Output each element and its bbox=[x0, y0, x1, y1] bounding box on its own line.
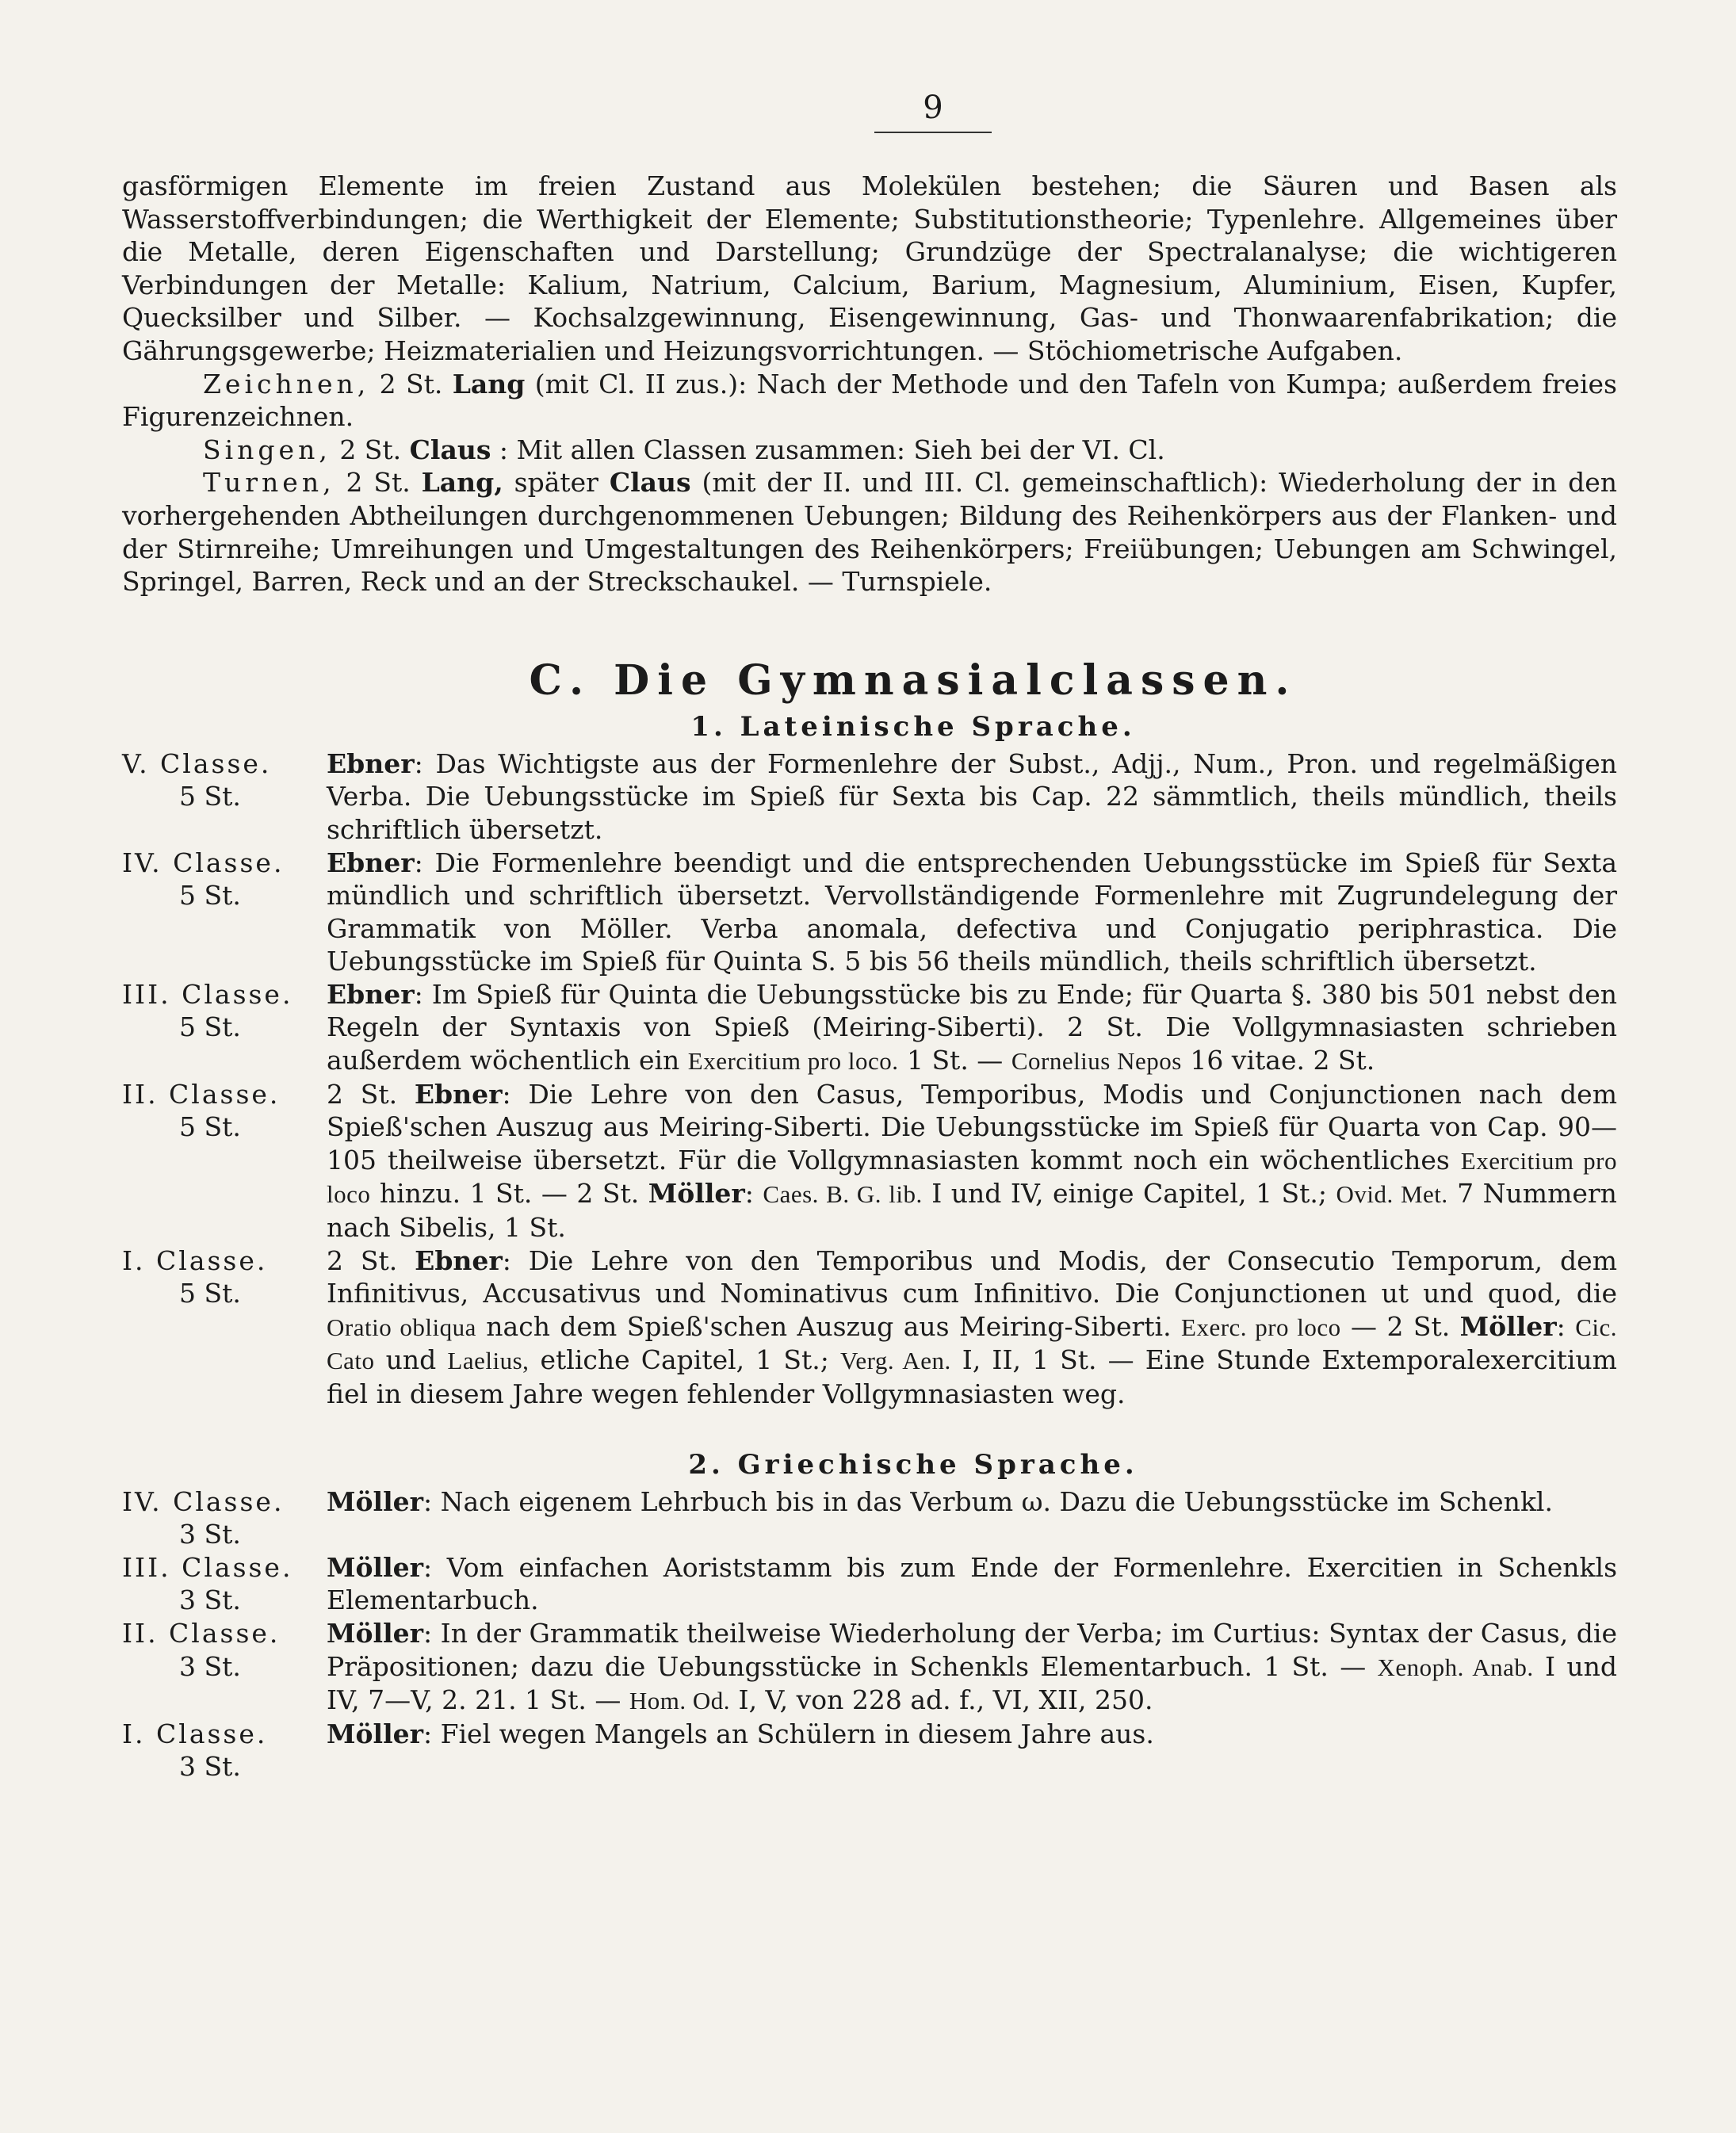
latin-class-ii bbox=[122, 1078, 1617, 1244]
greek-title: 2. Griechische Sprache. bbox=[688, 1448, 1138, 1481]
teacher-name: Ebner bbox=[327, 747, 415, 779]
class-label: III. Classe. bbox=[122, 1551, 293, 1583]
description-text: — 2 St. bbox=[1351, 1310, 1451, 1342]
description-text: : Im Spieß für Quinta die Uebungsstücke bis zu Ende; für Quarta §. 380 bis 501 nebst den Regeln der Syntaxis von Spieß (Meiring-Siberti). 2 St. Die Vollgymnasiasten schrieben außerdem wöchentlich ein bbox=[327, 978, 1617, 1076]
teacher-name: Möller bbox=[327, 1551, 423, 1583]
hours-prefix: 2 St. bbox=[327, 1078, 398, 1110]
gym-later: später bbox=[514, 467, 598, 499]
class-description bbox=[327, 1244, 1617, 1411]
class-description bbox=[327, 1485, 1617, 1551]
description-text: : Die Lehre von den Casus, Temporibus, Modis und Conjunctionen nach dem Spieß'schen Auszug aus Meiring-Siberti. Die Uebungsstücke im Spieß für Quarta von Cap. 90—105 theilweise übersetzt. Für die Vollgymnasiasten kommt noch ein wöchentliches bbox=[327, 1078, 1617, 1175]
class-hours: 3 St. bbox=[179, 1650, 241, 1682]
description-text: I, II, 1 St. — Eine Stunde Extemporalexercitium fiel in diesem Jahre wegen fehlender Vollgymnasiasten weg. bbox=[327, 1344, 1617, 1409]
section-title: C. Die Gymnasialclassen. bbox=[529, 656, 1298, 705]
header-rule bbox=[874, 132, 992, 133]
description-text: nach dem Spieß'schen Auszug aus Meiring-Siberti. bbox=[486, 1310, 1172, 1342]
greek-class-i bbox=[122, 1718, 1617, 1783]
latin-class-iii bbox=[122, 978, 1617, 1078]
description-text: : bbox=[744, 1178, 754, 1210]
gym-hours: 2 St. bbox=[346, 467, 411, 499]
description-text: I, V, von 228 ad. f., VI, XII, 250. bbox=[738, 1684, 1153, 1716]
description-text: : Fiel wegen Mangels an Schülern in diesem Jahre aus. bbox=[423, 1718, 1154, 1749]
latin-term: Caes. B. G. lib. bbox=[763, 1180, 923, 1209]
gym-teacher: Lang, bbox=[421, 467, 503, 499]
description-text: : In der Grammatik theilweise Wiederholung der Verba; im Curtius: Syntax der Casus, die Präpositionen; dazu die Uebungsstücke in Schenkls Elementarbuch. 1 St. — bbox=[327, 1617, 1617, 1682]
greek-class-iv bbox=[122, 1485, 1617, 1551]
singing-subject: Singen, bbox=[203, 434, 331, 465]
class-description bbox=[327, 978, 1617, 1078]
drawing-paragraph bbox=[122, 368, 1617, 434]
gym-teacher-2: Claus bbox=[609, 467, 691, 499]
chemistry-paragraph: gasförmigen Elemente im freien Zustand aus Molekülen bestehen; die Säuren und Basen als Wasserstoffverbindungen; die Werthigkeit der Elemente; Substitutionstheorie; Typenlehre. Allgemeines über die Metalle, deren Eigenschaften und Darstellung; Grundzüge der Spectralanalyse; die wichtigeren Verbindungen der Metalle: Kalium, Natrium, Calcium, Barium, Magnesium, Aluminium, Eisen, Kupfer, Quecksilber und Silber. — Kochsalzgewinnung, Eisengewinnung, Gas- und Thonwaarenfabrikation; die Gährungsgewerbe; Heizmaterialien und Heizungsvorrichtungen. — Stöchiometrische Aufgaben. bbox=[122, 170, 1617, 366]
latin-term: Laelius, bbox=[447, 1347, 530, 1375]
gym-subject: Turnen, bbox=[203, 467, 335, 499]
drawing-text: (mit Cl. II zus.): Nach der Methode und den Tafeln von Kumpa; außerdem freies Figurenzeichnen. bbox=[122, 368, 1617, 433]
class-label: IV. Classe. bbox=[122, 1485, 285, 1517]
latin-term: Cic. Cato bbox=[327, 1313, 1617, 1375]
class-hours: 5 St. bbox=[179, 1278, 241, 1309]
description-text: : Nach eigenem Lehrbuch bis in das Verbum ω. Dazu die Uebungsstücke im Schenkl. bbox=[423, 1485, 1553, 1517]
description-text: und bbox=[385, 1344, 437, 1376]
teacher-name: Möller bbox=[327, 1485, 423, 1517]
latin-term: Exerc. pro loco bbox=[1181, 1313, 1341, 1341]
class-description bbox=[327, 1617, 1617, 1718]
description-text: hinzu. 1 St. — 2 St. bbox=[379, 1178, 640, 1210]
singing-paragraph bbox=[122, 434, 1617, 467]
class-label: I. Classe. bbox=[122, 1244, 268, 1276]
class-hours: 5 St. bbox=[179, 1011, 241, 1043]
teacher-name: Möller bbox=[648, 1178, 745, 1210]
class-label: V. Classe. bbox=[122, 747, 272, 779]
class-hours: 5 St. bbox=[179, 781, 241, 812]
class-description bbox=[327, 847, 1617, 978]
description-text: 16 vitae. 2 St. bbox=[1190, 1045, 1375, 1076]
teacher-name: Möller bbox=[327, 1718, 423, 1749]
description-text: : Die Formenlehre beendigt und die entsprechenden Uebungsstücke im Spieß für Sexta mündlich und schriftlich übersetzt. Vervollständigende Formenlehre mit Zugrundelegung der Grammatik von Möller. Verba anomala, defectiva und Conjugatio periphrastica. Die Uebungsstücke im Spieß für Quinta S. 5 bis 56 theils mündlich, theils schriftlich übersetzt. bbox=[327, 847, 1617, 977]
singing-hours: 2 St. bbox=[339, 434, 402, 465]
latin-term: Verg. Aen. bbox=[839, 1347, 951, 1375]
description-text: 7 Nummern nach Sibelis, 1 St. bbox=[327, 1178, 1617, 1244]
singing-teacher: Claus bbox=[409, 434, 491, 465]
teacher-name: Ebner bbox=[327, 847, 415, 878]
gym-text: (mit der II. und III. Cl. gemeinschaftlich): Wiederholung der in den vorhergehenden Abtheilungen durchgenommenen Uebungen; Bildung des Reihenkörpers aus der Flanken- und der Stirnreihe; Umreihungen und Umgestaltungen des Reihenkörpers; Freiübungen; Uebungen am Schwingel, Springel, Barren, Reck und an der Streckschaukel. — Turnspiele. bbox=[122, 467, 1618, 598]
latin-title: 1. Lateinische Sprache. bbox=[690, 710, 1136, 743]
teacher-name: Ebner bbox=[415, 1244, 503, 1276]
class-hours: 3 St. bbox=[179, 1751, 241, 1783]
class-label: III. Classe. bbox=[122, 978, 293, 1010]
latin-class-i bbox=[122, 1244, 1617, 1411]
drawing-hours: 2 St. bbox=[379, 368, 443, 399]
page-number: 9 bbox=[923, 90, 943, 126]
latin-term: Hom. Od. bbox=[629, 1687, 731, 1715]
description-text: 1 St. — bbox=[906, 1045, 1004, 1076]
class-hours: 3 St. bbox=[179, 1519, 241, 1550]
class-label: II. Classe. bbox=[122, 1617, 281, 1649]
teacher-name: Ebner bbox=[327, 978, 415, 1010]
description-text: I und IV, 7—V, 2. 21. 1 St. — bbox=[327, 1650, 1617, 1716]
class-description bbox=[327, 747, 1617, 847]
class-label: II. Classe. bbox=[122, 1078, 281, 1110]
class-description bbox=[327, 1078, 1617, 1244]
hours-prefix: 2 St. bbox=[327, 1244, 398, 1276]
latin-term: Cornelius Nepos bbox=[1011, 1047, 1182, 1076]
class-label: I. Classe. bbox=[122, 1718, 268, 1749]
class-hours: 5 St. bbox=[179, 1111, 241, 1143]
drawing-subject: Zeichnen, bbox=[203, 368, 370, 399]
latin-term: Exercitium pro loco. bbox=[687, 1047, 899, 1076]
class-hours: 3 St. bbox=[179, 1584, 241, 1616]
drawing-teacher: Lang bbox=[452, 368, 526, 399]
class-description bbox=[327, 1718, 1617, 1783]
description-text: : bbox=[1556, 1310, 1566, 1342]
latin-term: Exercitium pro loco bbox=[327, 1146, 1617, 1209]
description-text: : Die Lehre von den Temporibus und Modis, der Consecutio Temporum, dem Infinitivus, Accusativus und Nominativus cum Infinitivo. Die Conjunctionen ut und quod, die bbox=[327, 1244, 1618, 1309]
class-description bbox=[327, 1551, 1617, 1617]
description-text: I und IV, einige Capitel, 1 St.; bbox=[931, 1178, 1327, 1210]
teacher-name: Möller bbox=[1459, 1310, 1557, 1342]
latin-class-v bbox=[122, 747, 1617, 847]
latin-class-iv bbox=[122, 847, 1617, 978]
latin-term: Xenoph. Anab. bbox=[1377, 1653, 1534, 1681]
description-text: : Das Wichtigste aus der Formenlehre der Subst., Adjj., Num., Pron. und regelmäßigen Verba. Die Uebungsstücke im Spieß für Sexta bis Cap. 22 sämmtlich, theils mündlich, theils schriftlich übersetzt. bbox=[327, 747, 1617, 845]
latin-term: Oratio obliqua bbox=[327, 1313, 476, 1341]
singing-text: : Mit allen Classen zusammen: Sieh bei der VI. Cl. bbox=[499, 434, 1165, 465]
teacher-name: Möller bbox=[327, 1617, 423, 1649]
latin-term: Ovid. Met. bbox=[1336, 1180, 1448, 1209]
class-label: IV. Classe. bbox=[122, 847, 285, 878]
class-hours: 5 St. bbox=[179, 880, 241, 912]
gym-paragraph bbox=[122, 466, 1617, 598]
teacher-name: Ebner bbox=[414, 1078, 503, 1110]
greek-class-ii bbox=[122, 1617, 1617, 1718]
greek-class-iii bbox=[122, 1551, 1617, 1617]
description-text: etliche Capitel, 1 St.; bbox=[540, 1344, 829, 1376]
description-text: : Vom einfachen Aoriststamm bis zum Ende der Formenlehre. Exercitien in Schenkls Elementarbuch. bbox=[327, 1551, 1617, 1616]
